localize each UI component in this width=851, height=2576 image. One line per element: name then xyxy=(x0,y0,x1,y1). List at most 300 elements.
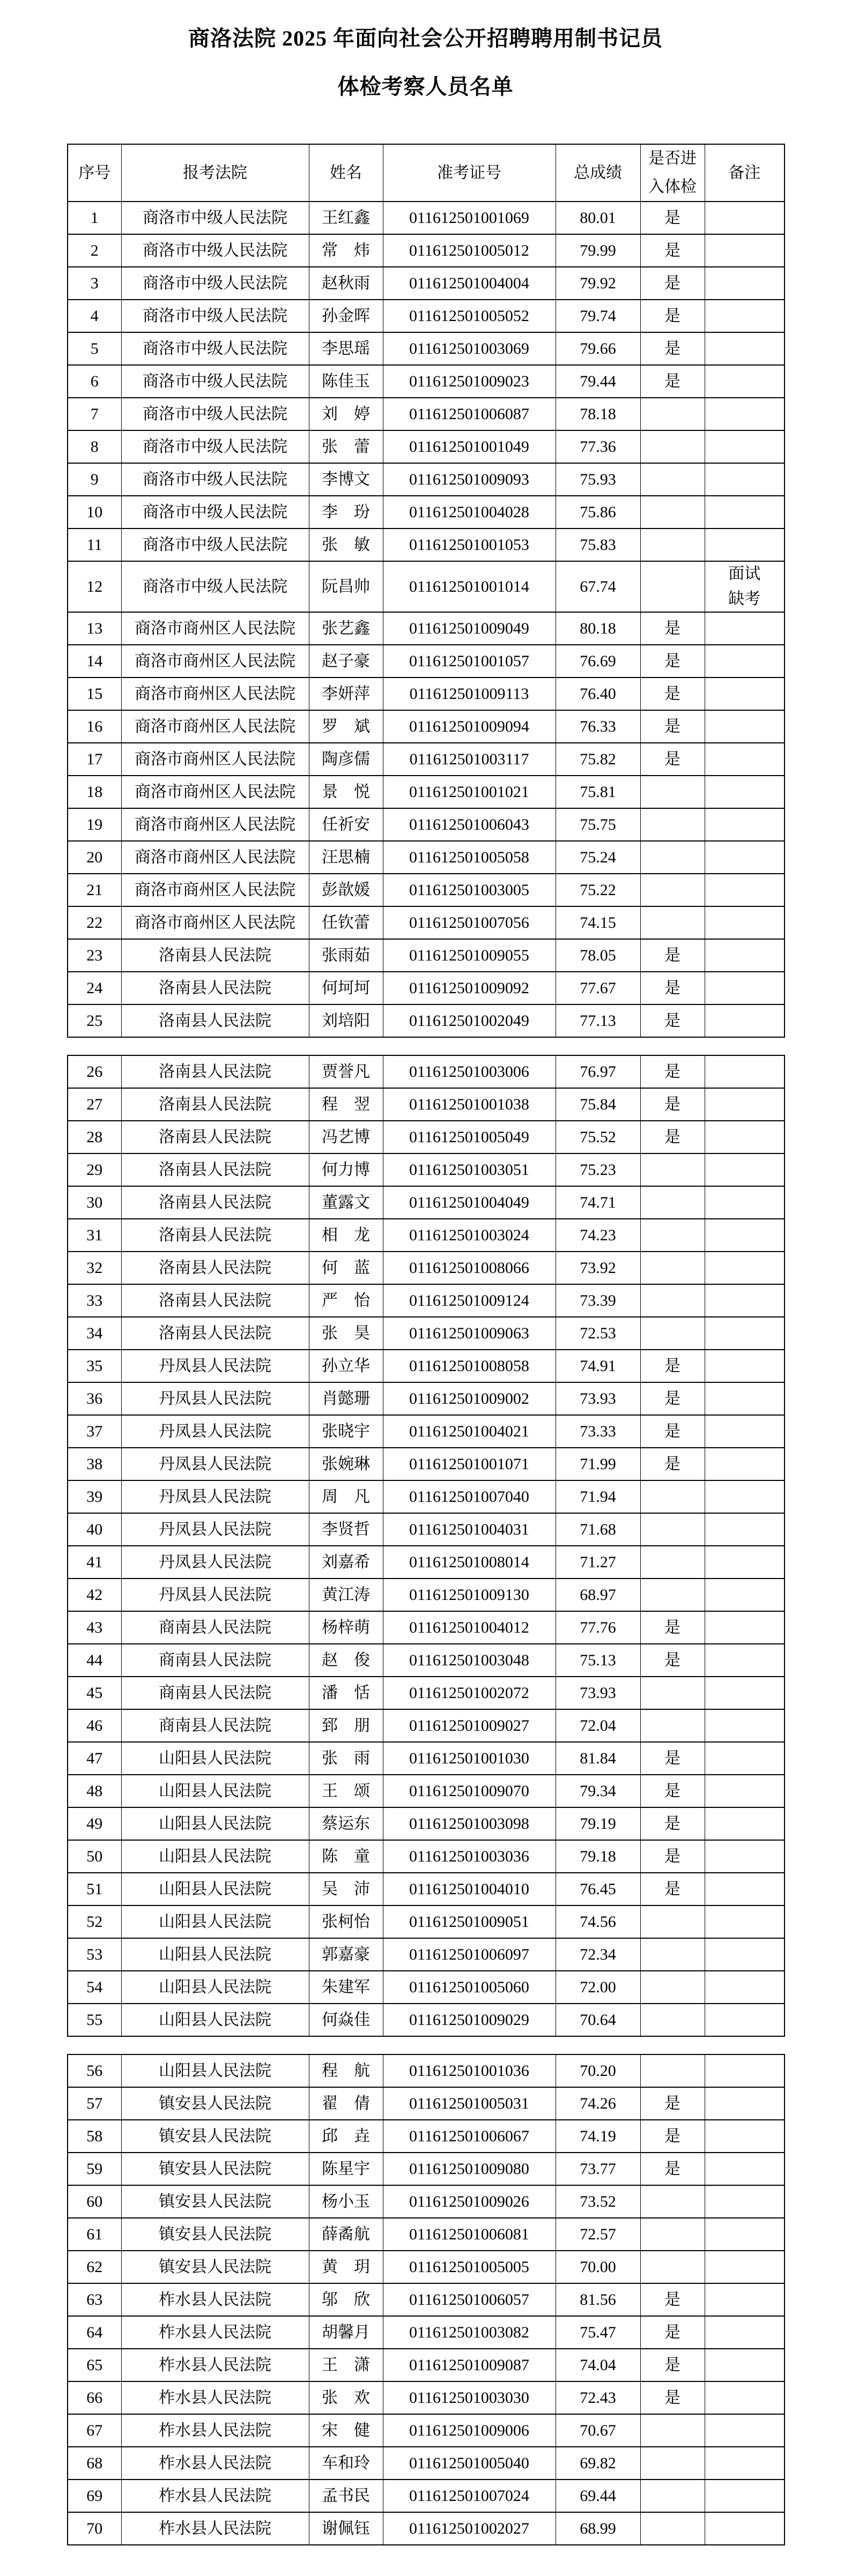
cell-court: 洛南县人民法院 xyxy=(121,1153,309,1186)
cell-exam-id: 011612501004021 xyxy=(383,1415,556,1448)
cell-score: 72.43 xyxy=(556,2381,640,2414)
cell-court: 商南县人民法院 xyxy=(121,1611,309,1644)
cell-seq: 67 xyxy=(68,2414,121,2447)
cell-score: 79.92 xyxy=(556,267,640,300)
cell-enter-exam xyxy=(640,2414,705,2447)
cell-score: 77.76 xyxy=(556,1611,640,1644)
cell-court: 丹凤县人民法院 xyxy=(121,1350,309,1382)
table-row xyxy=(68,874,785,906)
cell-court: 商洛市商州区人民法院 xyxy=(121,808,309,841)
table-row xyxy=(68,906,785,939)
table-row xyxy=(68,2381,785,2414)
cell-name: 胡馨月 xyxy=(309,2316,383,2349)
cell-score: 68.99 xyxy=(556,2512,640,2545)
cell-remark xyxy=(705,2218,785,2251)
cell-name: 张婉琳 xyxy=(309,1448,383,1480)
cell-name: 车和玲 xyxy=(309,2447,383,2480)
table-row xyxy=(68,2153,785,2185)
cell-score: 79.74 xyxy=(556,300,640,332)
table-row xyxy=(68,808,785,841)
cell-court: 商洛市商州区人民法院 xyxy=(121,645,309,677)
cell-score: 76.45 xyxy=(556,1873,640,1905)
cell-enter-exam xyxy=(640,2251,705,2283)
cell-exam-id: 011612501008058 xyxy=(383,1350,556,1382)
cell-court: 商洛市中级人民法院 xyxy=(121,202,309,234)
cell-score: 71.99 xyxy=(556,1448,640,1480)
table-row xyxy=(68,1153,785,1186)
cell-seq: 53 xyxy=(68,1938,121,1971)
cell-name: 郭嘉豪 xyxy=(309,1938,383,1971)
cell-court: 商洛市商州区人民法院 xyxy=(121,906,309,939)
cell-seq: 43 xyxy=(68,1611,121,1644)
cell-remark xyxy=(705,1579,785,1611)
cell-seq: 32 xyxy=(68,1252,121,1284)
cell-remark xyxy=(705,1121,785,1153)
cell-name: 张 雨 xyxy=(309,1742,383,1775)
cell-name: 赵秋雨 xyxy=(309,267,383,300)
cell-court: 商洛市中级人民法院 xyxy=(121,332,309,365)
cell-name: 宋 健 xyxy=(309,2414,383,2447)
cell-court: 洛南县人民法院 xyxy=(121,1252,309,1284)
table-row xyxy=(68,2414,785,2447)
cell-court: 山阳县人民法院 xyxy=(121,2054,309,2087)
cell-name: 孙金晖 xyxy=(309,300,383,332)
table-row xyxy=(68,1807,785,1840)
cell-enter-exam xyxy=(640,430,705,463)
cell-seq: 60 xyxy=(68,2185,121,2218)
cell-exam-id: 011612501005060 xyxy=(383,1971,556,2004)
table-row xyxy=(68,1579,785,1611)
table-row xyxy=(68,1088,785,1121)
cell-score: 77.36 xyxy=(556,430,640,463)
table-row xyxy=(68,1121,785,1153)
cell-enter-exam: 是 xyxy=(640,743,705,776)
table-row xyxy=(68,2512,785,2545)
table-row xyxy=(68,2004,785,2036)
cell-remark xyxy=(705,1480,785,1513)
cell-enter-exam xyxy=(640,2512,705,2545)
cell-enter-exam: 是 xyxy=(640,972,705,1004)
page-break-gap xyxy=(0,2037,851,2054)
cell-seq: 44 xyxy=(68,1644,121,1677)
cell-court: 洛南县人民法院 xyxy=(121,1317,309,1350)
cell-court: 洛南县人民法院 xyxy=(121,1055,309,1088)
cell-exam-id: 011612501009063 xyxy=(383,1317,556,1350)
cell-exam-id: 011612501009006 xyxy=(383,2414,556,2447)
cell-exam-id: 011612501006067 xyxy=(383,2120,556,2153)
table-row xyxy=(68,1004,785,1037)
cell-court: 商洛市中级人民法院 xyxy=(121,430,309,463)
cell-remark: 面试缺考 xyxy=(705,561,785,612)
cell-name: 何 蓝 xyxy=(309,1252,383,1284)
cell-remark xyxy=(705,2120,785,2153)
cell-name: 杨梓萌 xyxy=(309,1611,383,1644)
cell-seq: 7 xyxy=(68,398,121,430)
cell-seq: 49 xyxy=(68,1807,121,1840)
cell-remark xyxy=(705,972,785,1004)
cell-court: 山阳县人民法院 xyxy=(121,1840,309,1873)
cell-remark xyxy=(705,2153,785,2185)
cell-score: 75.22 xyxy=(556,874,640,906)
cell-score: 70.67 xyxy=(556,2414,640,2447)
cell-seq: 2 xyxy=(68,234,121,267)
table-row xyxy=(68,300,785,332)
cell-exam-id: 011612501003082 xyxy=(383,2316,556,2349)
cell-score: 67.74 xyxy=(556,561,640,612)
cell-remark xyxy=(705,1317,785,1350)
cell-enter-exam xyxy=(640,561,705,612)
cell-seq: 58 xyxy=(68,2120,121,2153)
cell-seq: 28 xyxy=(68,1121,121,1153)
cell-court: 商洛市商州区人民法院 xyxy=(121,710,309,743)
cell-enter-exam xyxy=(640,808,705,841)
cell-remark xyxy=(705,2004,785,2036)
cell-enter-exam: 是 xyxy=(640,1088,705,1121)
cell-name: 景 悦 xyxy=(309,776,383,808)
table-row xyxy=(68,1677,785,1709)
cell-score: 75.86 xyxy=(556,496,640,528)
cell-court: 洛南县人民法院 xyxy=(121,1186,309,1219)
cell-name: 张 敏 xyxy=(309,528,383,561)
table-row xyxy=(68,972,785,1004)
cell-seq: 22 xyxy=(68,906,121,939)
cell-remark xyxy=(705,496,785,528)
cell-exam-id: 011612501008014 xyxy=(383,1546,556,1579)
cell-name: 陈佳玉 xyxy=(309,365,383,398)
cell-seq: 36 xyxy=(68,1382,121,1415)
cell-court: 丹凤县人民法院 xyxy=(121,1415,309,1448)
cell-score: 73.93 xyxy=(556,1382,640,1415)
table-row xyxy=(68,496,785,528)
cell-seq: 23 xyxy=(68,939,121,972)
cell-name: 刘培阳 xyxy=(309,1004,383,1037)
cell-score: 75.75 xyxy=(556,808,640,841)
cell-seq: 26 xyxy=(68,1055,121,1088)
cell-score: 74.19 xyxy=(556,2120,640,2153)
cell-name: 邬 欣 xyxy=(309,2283,383,2316)
cell-remark xyxy=(705,1153,785,1186)
cell-remark xyxy=(705,939,785,972)
cell-seq: 35 xyxy=(68,1350,121,1382)
cell-enter-exam xyxy=(640,1284,705,1317)
cell-seq: 31 xyxy=(68,1219,121,1252)
cell-court: 山阳县人民法院 xyxy=(121,1775,309,1807)
cell-exam-id: 011612501003030 xyxy=(383,2381,556,2414)
cell-name: 罗 斌 xyxy=(309,710,383,743)
table-row xyxy=(68,1219,785,1252)
cell-name: 冯艺博 xyxy=(309,1121,383,1153)
cell-remark xyxy=(705,430,785,463)
cell-court: 商南县人民法院 xyxy=(121,1709,309,1742)
cell-score: 75.81 xyxy=(556,776,640,808)
cell-name: 孟书民 xyxy=(309,2480,383,2512)
cell-score: 73.39 xyxy=(556,1284,640,1317)
cell-enter-exam: 是 xyxy=(640,2153,705,2185)
cell-court: 商洛市商州区人民法院 xyxy=(121,776,309,808)
col-header-enter-exam: 是否进入体检 xyxy=(640,144,705,202)
table-row xyxy=(68,1382,785,1415)
cell-name: 汪思楠 xyxy=(309,841,383,874)
cell-enter-exam: 是 xyxy=(640,234,705,267)
cell-remark xyxy=(705,2316,785,2349)
cell-remark xyxy=(705,234,785,267)
cell-remark xyxy=(705,645,785,677)
cell-name: 彭歆媛 xyxy=(309,874,383,906)
table-row xyxy=(68,645,785,677)
cell-score: 74.04 xyxy=(556,2349,640,2381)
cell-score: 81.84 xyxy=(556,1742,640,1775)
cell-score: 69.44 xyxy=(556,2480,640,2512)
cell-court: 柞水县人民法院 xyxy=(121,2349,309,2381)
cell-name: 朱建军 xyxy=(309,1971,383,2004)
cell-seq: 1 xyxy=(68,202,121,234)
cell-enter-exam xyxy=(640,841,705,874)
cell-remark xyxy=(705,710,785,743)
table-row xyxy=(68,2480,785,2512)
cell-score: 79.44 xyxy=(556,365,640,398)
cell-name: 杨小玉 xyxy=(309,2185,383,2218)
cell-court: 商洛市中级人民法院 xyxy=(121,365,309,398)
cell-remark xyxy=(705,2087,785,2120)
cell-exam-id: 011612501003048 xyxy=(383,1644,556,1677)
cell-remark xyxy=(705,332,785,365)
cell-score: 79.19 xyxy=(556,1807,640,1840)
cell-enter-exam xyxy=(640,2447,705,2480)
cell-name: 潘 恬 xyxy=(309,1677,383,1709)
cell-score: 75.82 xyxy=(556,743,640,776)
cell-exam-id: 011612501001014 xyxy=(383,561,556,612)
cell-exam-id: 011612501001036 xyxy=(383,2054,556,2087)
cell-enter-exam: 是 xyxy=(640,710,705,743)
cell-name: 李 玢 xyxy=(309,496,383,528)
cell-score: 74.26 xyxy=(556,2087,640,2120)
cell-enter-exam: 是 xyxy=(640,2283,705,2316)
cell-remark xyxy=(705,2480,785,2512)
cell-court: 商洛市中级人民法院 xyxy=(121,528,309,561)
table-row xyxy=(68,2054,785,2087)
cell-seq: 29 xyxy=(68,1153,121,1186)
cell-remark xyxy=(705,1611,785,1644)
cell-seq: 17 xyxy=(68,743,121,776)
cell-enter-exam: 是 xyxy=(640,1873,705,1905)
cell-seq: 38 xyxy=(68,1448,121,1480)
cell-enter-exam: 是 xyxy=(640,677,705,710)
table-row xyxy=(68,398,785,430)
cell-enter-exam: 是 xyxy=(640,1415,705,1448)
cell-court: 商洛市商州区人民法院 xyxy=(121,874,309,906)
cell-enter-exam: 是 xyxy=(640,1350,705,1382)
table-row xyxy=(68,1709,785,1742)
cell-court: 商洛市中级人民法院 xyxy=(121,561,309,612)
cell-enter-exam xyxy=(640,463,705,496)
cell-court: 柞水县人民法院 xyxy=(121,2512,309,2545)
cell-name: 谢佩钰 xyxy=(309,2512,383,2545)
cell-name: 张 昊 xyxy=(309,1317,383,1350)
cell-remark xyxy=(705,1448,785,1480)
cell-enter-exam xyxy=(640,1938,705,1971)
cell-score: 72.34 xyxy=(556,1938,640,1971)
cell-remark xyxy=(705,1415,785,1448)
table-row xyxy=(68,1971,785,2004)
cell-score: 75.52 xyxy=(556,1121,640,1153)
cell-score: 75.93 xyxy=(556,463,640,496)
cell-score: 73.77 xyxy=(556,2153,640,2185)
cell-remark xyxy=(705,906,785,939)
table-row xyxy=(68,1938,785,1971)
cell-name: 贾誉凡 xyxy=(309,1055,383,1088)
cell-name: 王 潇 xyxy=(309,2349,383,2381)
cell-enter-exam: 是 xyxy=(640,202,705,234)
cell-exam-id: 011612501009051 xyxy=(383,1905,556,1938)
cell-court: 柞水县人民法院 xyxy=(121,2414,309,2447)
cell-score: 79.34 xyxy=(556,1775,640,1807)
cell-seq: 46 xyxy=(68,1709,121,1742)
cell-enter-exam: 是 xyxy=(640,267,705,300)
cell-seq: 45 xyxy=(68,1677,121,1709)
table-row xyxy=(68,1284,785,1317)
cell-name: 王 颂 xyxy=(309,1775,383,1807)
cell-court: 山阳县人民法院 xyxy=(121,1905,309,1938)
cell-seq: 51 xyxy=(68,1873,121,1905)
cell-remark xyxy=(705,528,785,561)
cell-score: 70.64 xyxy=(556,2004,640,2036)
cell-score: 71.68 xyxy=(556,1513,640,1546)
cell-seq: 9 xyxy=(68,463,121,496)
cell-score: 74.71 xyxy=(556,1186,640,1219)
table-row xyxy=(68,234,785,267)
cell-seq: 24 xyxy=(68,972,121,1004)
cell-score: 77.67 xyxy=(556,972,640,1004)
cell-seq: 59 xyxy=(68,2153,121,2185)
table-row xyxy=(68,365,785,398)
cell-exam-id: 011612501002072 xyxy=(383,1677,556,1709)
cell-court: 山阳县人民法院 xyxy=(121,1807,309,1840)
table-row xyxy=(68,1840,785,1873)
cell-name: 张艺鑫 xyxy=(309,612,383,645)
cell-name: 陶彦儒 xyxy=(309,743,383,776)
cell-enter-exam xyxy=(640,906,705,939)
cell-remark xyxy=(705,743,785,776)
cell-court: 山阳县人民法院 xyxy=(121,1938,309,1971)
cell-court: 丹凤县人民法院 xyxy=(121,1546,309,1579)
cell-court: 柞水县人民法院 xyxy=(121,2447,309,2480)
cell-court: 商南县人民法院 xyxy=(121,1677,309,1709)
cell-score: 74.23 xyxy=(556,1219,640,1252)
table-row xyxy=(68,2218,785,2251)
cell-exam-id: 011612501007040 xyxy=(383,1480,556,1513)
cell-name: 吴 沛 xyxy=(309,1873,383,1905)
table-row xyxy=(68,1055,785,1088)
cell-name: 严 怡 xyxy=(309,1284,383,1317)
table-row xyxy=(68,841,785,874)
cell-exam-id: 011612501005049 xyxy=(383,1121,556,1153)
cell-score: 75.47 xyxy=(556,2316,640,2349)
cell-name: 王红鑫 xyxy=(309,202,383,234)
cell-remark xyxy=(705,1186,785,1219)
col-header-exam-id: 准考证号 xyxy=(383,144,556,202)
cell-exam-id: 011612501009130 xyxy=(383,1579,556,1611)
cell-name: 陈 童 xyxy=(309,1840,383,1873)
cell-name: 黄江涛 xyxy=(309,1579,383,1611)
cell-exam-id: 011612501004010 xyxy=(383,1873,556,1905)
cell-seq: 11 xyxy=(68,528,121,561)
cell-name: 黄 玥 xyxy=(309,2251,383,2283)
cell-enter-exam xyxy=(640,398,705,430)
cell-exam-id: 011612501009027 xyxy=(383,1709,556,1742)
table-row xyxy=(68,2185,785,2218)
cell-enter-exam: 是 xyxy=(640,645,705,677)
cell-exam-id: 011612501004028 xyxy=(383,496,556,528)
cell-score: 72.04 xyxy=(556,1709,640,1742)
cell-seq: 52 xyxy=(68,1905,121,1938)
cell-seq: 50 xyxy=(68,1840,121,1873)
cell-seq: 42 xyxy=(68,1579,121,1611)
cell-remark xyxy=(705,2447,785,2480)
cell-seq: 37 xyxy=(68,1415,121,1448)
cell-name: 李思瑶 xyxy=(309,332,383,365)
cell-score: 72.00 xyxy=(556,1971,640,2004)
cell-name: 郅 朋 xyxy=(309,1709,383,1742)
table-row xyxy=(68,528,785,561)
col-header-score: 总成绩 xyxy=(556,144,640,202)
table-row xyxy=(68,1742,785,1775)
cell-seq: 25 xyxy=(68,1004,121,1037)
cell-remark xyxy=(705,2283,785,2316)
cell-exam-id: 011612501001049 xyxy=(383,430,556,463)
cell-exam-id: 011612501003098 xyxy=(383,1807,556,1840)
cell-remark xyxy=(705,612,785,645)
table-row xyxy=(68,1480,785,1513)
cell-court: 商洛市商州区人民法院 xyxy=(121,677,309,710)
cell-seq: 5 xyxy=(68,332,121,365)
cell-name: 薛矞航 xyxy=(309,2218,383,2251)
cell-enter-exam xyxy=(640,1513,705,1546)
cell-exam-id: 011612501006097 xyxy=(383,1938,556,1971)
cell-enter-exam xyxy=(640,2480,705,2512)
cell-enter-exam: 是 xyxy=(640,2349,705,2381)
table-row xyxy=(68,267,785,300)
cell-court: 镇安县人民法院 xyxy=(121,2218,309,2251)
cell-court: 洛南县人民法院 xyxy=(121,1088,309,1121)
cell-exam-id: 011612501004004 xyxy=(383,267,556,300)
cell-seq: 68 xyxy=(68,2447,121,2480)
cell-remark xyxy=(705,1775,785,1807)
cell-exam-id: 011612501006087 xyxy=(383,398,556,430)
cell-enter-exam: 是 xyxy=(640,365,705,398)
table-row xyxy=(68,1546,785,1579)
table-row xyxy=(68,202,785,234)
cell-exam-id: 011612501005058 xyxy=(383,841,556,874)
cell-score: 70.20 xyxy=(556,2054,640,2087)
cell-enter-exam xyxy=(640,1579,705,1611)
cell-court: 商洛市商州区人民法院 xyxy=(121,841,309,874)
cell-remark xyxy=(705,2251,785,2283)
cell-exam-id: 011612501009055 xyxy=(383,939,556,972)
cell-seq: 20 xyxy=(68,841,121,874)
cell-seq: 47 xyxy=(68,1742,121,1775)
cell-court: 商洛市中级人民法院 xyxy=(121,398,309,430)
cell-remark xyxy=(705,1644,785,1677)
cell-exam-id: 011612501009029 xyxy=(383,2004,556,2036)
cell-court: 镇安县人民法院 xyxy=(121,2153,309,2185)
table-row xyxy=(68,1415,785,1448)
cell-remark xyxy=(705,1742,785,1775)
cell-name: 程 翌 xyxy=(309,1088,383,1121)
cell-seq: 18 xyxy=(68,776,121,808)
cell-score: 79.18 xyxy=(556,1840,640,1873)
cell-exam-id: 011612501003069 xyxy=(383,332,556,365)
cell-remark xyxy=(705,1088,785,1121)
